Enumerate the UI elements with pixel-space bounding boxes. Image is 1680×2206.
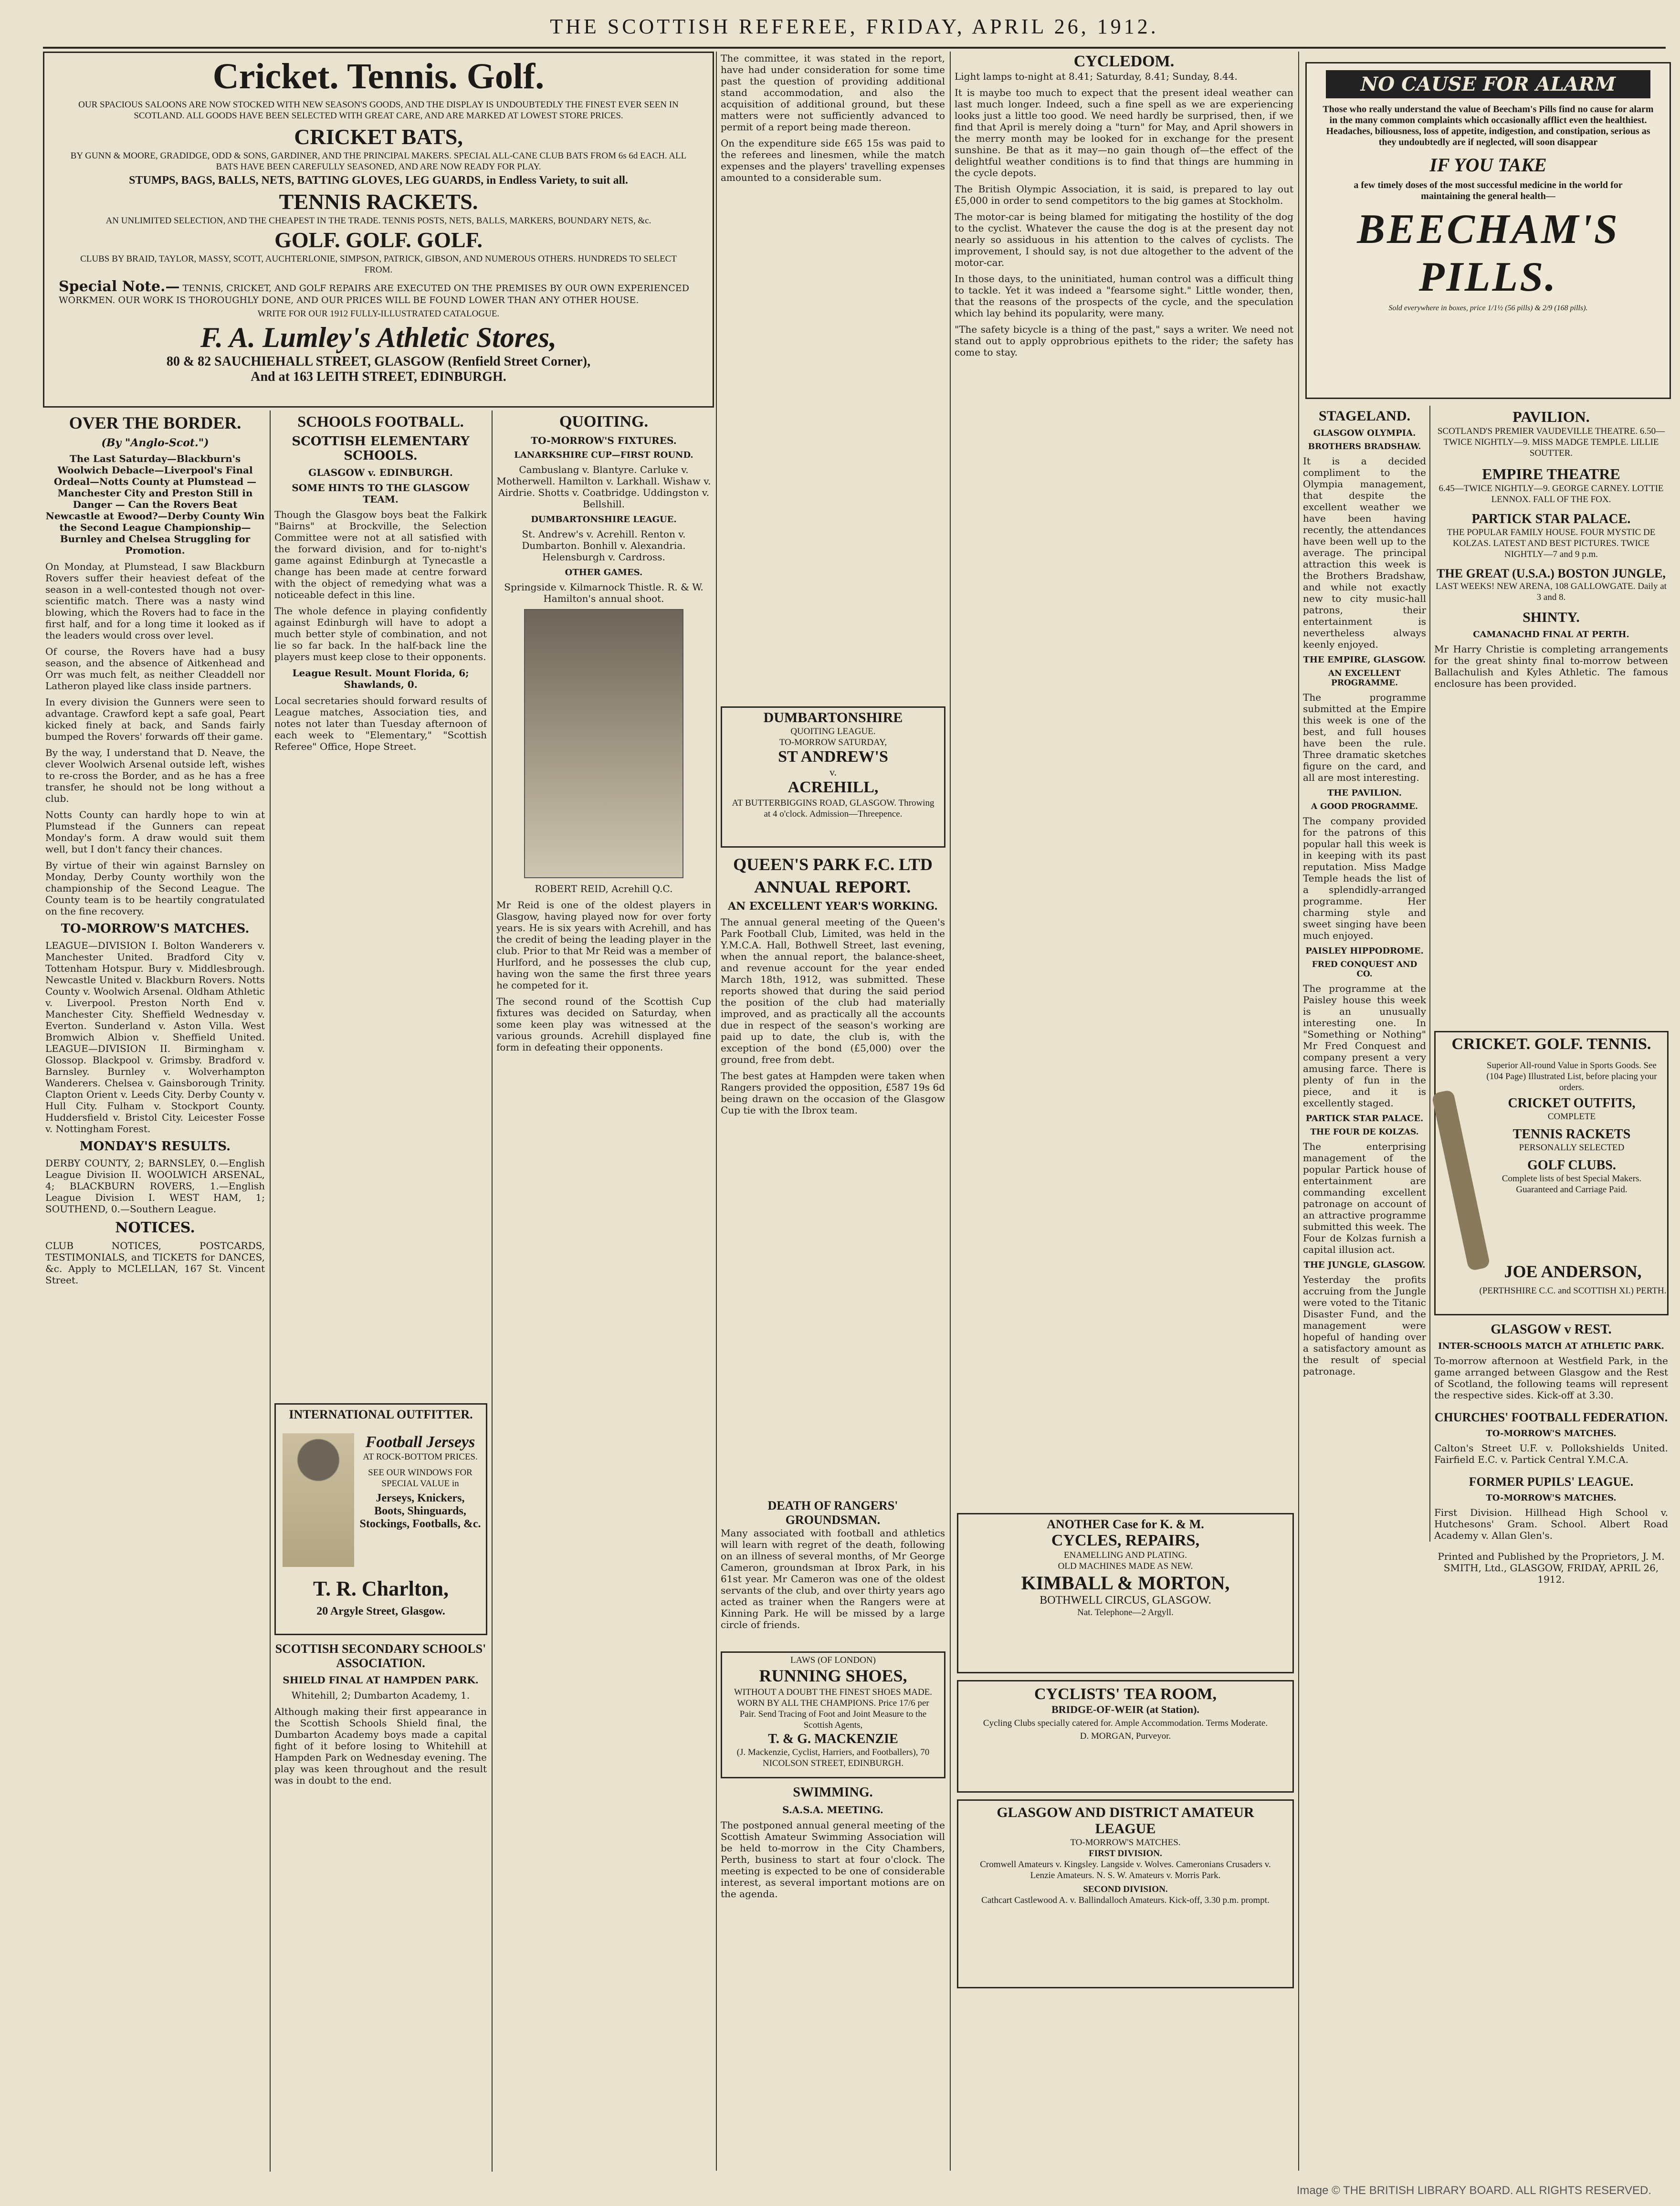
- bats-text: BY GUNN & MOORE, GRADIDGE, ODD & SONS, GARDINER, AND THE PRINCIPAL MAKERS. SPECIAL ALL-CANE CLUB BATS FROM 6s 6d EACH. ALL BATS HAVE BEEN CAREFULLY SEASONED, AND ARE NOW READY FOR PLAY.: [70, 151, 687, 172]
- rangers-groundsman-column: [721, 1499, 945, 1642]
- stageland-paragraph: The company provided for the patrons of this popular hall this week is in keeping with its past reputation. Miss Madge Temple heads the list of a splendidly-arranged programme. Her charming style and sweet singing have been much enjoyed.: [1303, 815, 1426, 941]
- swimming-column: [721, 1785, 945, 2167]
- golf-text: CLUBS BY BRAID, TAYLOR, MASSY, SCOTT, AUCHTERLONIE, SIMPSON, PATRICK, GIBSON, AND NUMEROUS OTHERS. HUNDREDS TO SELECT FROM.: [80, 254, 677, 275]
- kimball-enamel: ENAMELLING AND PLATING.: [1063, 1550, 1187, 1560]
- tea-room-title: CYCLISTS' TEA ROOM,: [1034, 1685, 1217, 1703]
- quoiting-paragraph: Mr Reid is one of the oldest players in Glasgow, having played now for over forty years. He is six years with Acrehill, and has the credit of being the leading player in the club. Prior to that Mr Reid was a member of Hurlford, and he possesses the club cup, having won the same the first three years he competed for it.: [496, 899, 711, 991]
- mackenzie-text: WITHOUT A DOUBT THE FINEST SHOES MADE. WORN BY ALL THE CHAMPIONS. Price 17/6 per Pair. Send Tracing of Foot and Joint Measure to the Scottish Agents,: [734, 1687, 933, 1730]
- churches-list: Calton's Street U.F. v. Pollokshields United. Fairfield E.C. v. Partick Central Y.M.C.A.: [1434, 1442, 1668, 1465]
- outfitter-title: INTERNATIONAL OUTFITTER.: [289, 1408, 473, 1421]
- schools-football-column: [274, 413, 487, 1396]
- stageland-paragraph: The enterprising management of the popular Partick house of entertainment are commanding excellent patronage on account of an attractive programme submitted this week. The Four de Kolzas furnish a capital illusion act.: [1303, 1141, 1426, 1255]
- versus: v.: [829, 766, 837, 778]
- results-heading: MONDAY'S RESULTS.: [79, 1139, 231, 1154]
- shinty-title: SHINTY.: [1522, 609, 1580, 625]
- matches-list: LEAGUE—DIVISION I. Bolton Wanderers v. Manchester United. Bradford City v. Tottenham Hotspur. Bury v. Middlesbrough. Newcastle United v. Blackburn Rovers. Notts County v. Woolwich Arsenal. Oldham Athletic v. Liverpool. Preston North End v. Manchester City. Sheffield Wednesday v. Everton. Sunderland v. Aston Villa. West Bromwich Albion v. Sheffield United. LEAGUE—DIVISION II. Birmingham v. Glossop. Blackpool v. Grimsby. Bradford v. Barnsley. Burnley v. Wolverhampton Wanderers. Chelsea v. Gainsborough Trinity. Clapton Orient v. Leeds City. Derby County v. Hull City. Fulham v. Stockport County. Huddersfield v. Bristol City. Leicester Fosse v. Nottingham Forest.: [45, 940, 265, 1135]
- queens-paragraph: The annual general meeting of the Queen's Park Football Club, Limited, was held in the Y.M.C.A. Hall, Bothwell Street, last evening, when the annual report, the balance-sheet, and revenue account for the year ended March 18th, 1912, was submitted. These reports showed that during the said period the position of the club had materially improved, and as practically all the accounts due in respect of the season's working are paid up to date, the club is, with the exception of the bond (£5,000) over the ground, free from debt.: [721, 916, 945, 1065]
- store-address-2: And at 163 LEITH STREET, EDINBURGH.: [251, 369, 506, 384]
- swimming-sub: S.A.S.A. MEETING.: [782, 1804, 883, 1816]
- anderson-name: JOE ANDERSON,: [1504, 1262, 1642, 1281]
- queens-park-column: [721, 854, 945, 1494]
- mackenzie-title: RUNNING SHOES,: [759, 1666, 907, 1685]
- queens-paragraph: On the expenditure side £65 15s was paid to the referees and linesmen, while the match expenses and the players' travelling expenses amounted to a considerable sum.: [721, 137, 945, 183]
- special-note-text: TENNIS, CRICKET, AND GOLF REPAIRS ARE EXECUTED ON THE PREMISES BY OUR OWN EXPERIENCED WORKMEN. OUR WORK IS THOROUGHLY DONE, AND OUR PRICES WILL BE FOUND LOWER THAN ANY OTHER HOUSE.: [59, 283, 689, 305]
- pavilion-sub: A GOOD PROGRAMME.: [1311, 802, 1418, 811]
- border-title: OVER THE BORDER.: [69, 413, 242, 432]
- former-pupils-title: FORMER PUPILS' LEAGUE.: [1469, 1475, 1634, 1489]
- rackets-heading: TENNIS RACKETS.: [279, 189, 478, 214]
- schools-paragraph: The whole defence in playing confidently against Edinburgh will have to adopt a much better style of combination, and not lie so far back. In the half-back line the players must keep close to their opponents.: [274, 605, 487, 662]
- stumps-text: STUMPS, BAGS, BALLS, NETS, BATTING GLOVES, LEG GUARDS, in Endless Variety, to suit all.: [129, 174, 628, 187]
- kimball-morton-advert: [957, 1513, 1294, 1673]
- quoiting-paragraph: The second round of the Scottish Cup fixtures was decided on Saturday, when some keen play was witnessed at the various grounds. Acrehill displayed fine form in defeating their opponents.: [496, 996, 711, 1053]
- dumbartonshire-sub: QUOITING LEAGUE.: [790, 726, 876, 736]
- stageland-paragraph: It is a decided compliment to the Olympia management, that despite the excellent weather we have been having recently, the attendances have been well up to the average. The principal attraction this week is the Brothers Bradshaw, and while not exactly new to city music-hall patrons, their entertainment is nevertheless always keenly enjoyed.: [1303, 455, 1426, 650]
- tea-room-advert: [957, 1680, 1294, 1793]
- tea-room-text: Cycling Clubs specially catered for. Ample Accommodation. Terms Moderate.: [983, 1718, 1268, 1728]
- outfitter-prices: AT ROCK-BOTTOM PRICES.: [363, 1452, 478, 1462]
- right-adverts-column: [1434, 408, 1668, 1024]
- cycledom-paragraph: The British Olympic Association, it is said, is prepared to lay out £5,000 in order to send competitors to the big games at Stockholm.: [955, 183, 1293, 206]
- cricket-bat-icon: [1431, 1089, 1491, 1271]
- secondary-shield: SHIELD FINAL AT HAMPDEN PARK.: [283, 1674, 479, 1686]
- pavilion-heading: THE PAVILION.: [1327, 788, 1402, 798]
- outfitter-see: SEE OUR WINDOWS FOR SPECIAL VALUE in: [368, 1468, 472, 1489]
- store-name: F. A. Lumley's Athletic Stores,: [200, 322, 557, 353]
- kimball-name: KIMBALL & MORTON,: [1021, 1572, 1230, 1594]
- schools-paragraph: Though the Glasgow boys beat the Falkirk "Bairns" at Brockville, the Selection Committee were not at all satisfied with the forward division, and for to-night's game against Edinburgh at Tynecastle a change has been made at centre forward with the object of remedying what was a noticeable defect in this line.: [274, 509, 487, 600]
- partick-heading: PARTICK STAR PALACE.: [1305, 1114, 1424, 1124]
- cycledom-title: CYCLEDOM.: [1073, 53, 1175, 70]
- beecham-advert: [1305, 62, 1671, 399]
- amateur-division-1: FIRST DIVISION.: [1089, 1849, 1162, 1859]
- outfitter-address: 20 Argyle Street, Glasgow.: [316, 1605, 445, 1618]
- outfitter-advert: [274, 1403, 487, 1635]
- queens-subtitle: ANNUAL REPORT.: [754, 878, 912, 896]
- tea-room-proprietor: D. MORGAN, Purveyor.: [1080, 1731, 1171, 1741]
- other-games-list: Springside v. Kilmarnock Thistle. R. & W. Hamilton's annual shoot.: [504, 581, 704, 604]
- quoiting-column: [496, 413, 711, 2169]
- border-paragraph: In every division the Gunners were seen to advantage. Crawford kept a safe goal, Peart kicked finely at back, and Sands fairly bumped the Rovers' forwards off their game.: [45, 696, 265, 742]
- robert-reid-portrait: [524, 609, 683, 878]
- boston-advert-text: LAST WEEKS! NEW ARENA, 108 GALLOWGATE. Daily at 3 and 8.: [1436, 581, 1667, 602]
- anderson-rackets: TENNIS RACKETS: [1512, 1127, 1631, 1142]
- matches-heading: TO-MORROW'S MATCHES.: [61, 922, 250, 936]
- jungle-heading: THE JUNGLE, GLASGOW.: [1303, 1260, 1426, 1270]
- rangers-paragraph: Many associated with football and athletics will learn with regret of the death, following on an illness of several months, of Mr George Cameron, groundsman at Ibrox Park, in his 61st year. Mr Cameron was one of the oldest servants of the club, and over thirty years ago acted as trainer when the Rangers were at Kinning Park. He will be missed by a large circle of friends.: [721, 1527, 945, 1630]
- anderson-outfits: CRICKET OUTFITS,: [1508, 1096, 1636, 1111]
- special-note-label: Special Note.—: [59, 278, 180, 295]
- bats-heading: CRICKET BATS,: [294, 125, 463, 149]
- queens-paragraph: The best gates at Hampden were taken when Rangers provided the opposition, £587 19s 6d being drawn on the occasion of the Glasgow Cup tie with the Ibrox team.: [721, 1070, 945, 1116]
- border-byline: (By "Anglo-Scot."): [101, 437, 209, 449]
- dumbartonshire-league: DUMBARTONSHIRE LEAGUE.: [531, 515, 677, 525]
- kimball-old: OLD MACHINES MADE AS NEW.: [1058, 1561, 1193, 1571]
- dumbartonshire-fixtures: St. Andrew's v. Acrehill. Renton v. Dumbarton. Bonhill v. Alexandria. Helensburgh v. Cardross.: [522, 528, 686, 563]
- special-note: [59, 278, 698, 305]
- lumley-intro: OUR SPACIOUS SALOONS ARE NOW STOCKED WITH NEW SEASON'S GOODS, AND THE DISPLAY IS UNDOUBTEDLY THE FINEST EVER SEEN IN SCOTLAND. ALL GOODS HAVE BEEN SELECTED WITH GREAT CARE, AND ARE MARKED AT LOWEST STORE PRICES.: [78, 100, 679, 121]
- column-rule: [950, 52, 951, 2171]
- dumbartonshire-title: DUMBARTONSHIRE: [763, 710, 903, 725]
- empire-advert-title: EMPIRE THEATRE: [1482, 465, 1620, 483]
- results-list: DERBY COUNTY, 2; BARNSLEY, 0.—English League Division II. WOOLWICH ARSENAL, 4; BLACKBURN ROVERS, 1.—English League Division I. WEST HAM, 1; SOUTHEND, 0.—Southern League.: [45, 1157, 265, 1215]
- anderson-title: CRICKET. GOLF. TENNIS.: [1451, 1035, 1651, 1053]
- partick-advert-title: PARTICK STAR PALACE.: [1471, 512, 1631, 526]
- anderson-golf: GOLF CLUBS.: [1527, 1158, 1616, 1173]
- other-games: OTHER GAMES.: [565, 567, 643, 578]
- schools-title: SCHOOLS FOOTBALL.: [297, 413, 464, 430]
- copyright-footer: Image © THE BRITISH LIBRARY BOARD. ALL RIGHTS RESERVED.: [1296, 2184, 1651, 2197]
- cycledom-lamps: Light lamps to-night at 8.41; Saturday, 8.41; Sunday, 8.44.: [955, 71, 1238, 82]
- stageland-paragraph: The programme submitted at the Empire this week is one of the best, and full houses have been the rule. Three dramatic sketches figure on the card, and all are most interesting.: [1303, 692, 1426, 783]
- centre-article-column: [721, 53, 945, 697]
- kimball-another: ANOTHER Case for K. & M.: [1047, 1517, 1204, 1531]
- quoiting-fixtures: TO-MORROW'S FIXTURES.: [531, 435, 677, 446]
- schools-league-result: League Result. Mount Florida, 6; Shawlands, 0.: [292, 667, 469, 690]
- churches-matches: TO-MORROW'S MATCHES.: [1486, 1429, 1617, 1439]
- beecham-intro: Those who really understand the value of Beecham's Pills find no cause for alarm in the many common complaints which occasionally afflict even the healthiest. Headaches, biliousness, loss of appetite, indigestion, and constipation, serious as they undoubtedly are if neglected, will soon disappear: [1323, 104, 1654, 147]
- schools-paragraph: Local secretaries should forward results of League matches, Association ties, and notes not later than Tuesday afternoon of each week to "Elementary," "Scottish Referee" Office, Hope Street.: [274, 695, 487, 752]
- if-you-take: IF YOU TAKE: [1429, 154, 1547, 176]
- secondary-paragraph: Although making their first appearance in the Scottish Schools Shield final, the Dumbarton Academy boys made a capital fight of it before losing to Whitehill at Hampden Park on Wednesday evening. The play was keen throughout and the result was in doubt to the end.: [274, 1706, 487, 1786]
- column-rule: [1298, 52, 1299, 2171]
- cycledom-paragraph: It is maybe too much to expect that the present ideal weather can last much longer. Indeed, such a fine spell as we are experiencing looks just a little too good. We need hardly be surprised, then, if we find that April is merely doing a "turn" for May, and April showers in the merry month may be looked for in exchange for the present sunshine. Be that as it may—no gain though of—the effect of the delightful weather conditions is to find that things are humming in the cycle depots.: [955, 87, 1293, 179]
- churches-title: CHURCHES' FOOTBALL FEDERATION.: [1434, 1410, 1668, 1424]
- cycledom-column: [955, 53, 1293, 1503]
- queens-title: QUEEN'S PARK F.C. LTD: [733, 855, 933, 874]
- beecham-name: BEECHAM'S PILLS.: [1357, 206, 1619, 300]
- column-rule: [492, 410, 493, 2172]
- paisley-heading: PAISLEY HIPPODROME.: [1305, 946, 1424, 956]
- empire-sub: AN EXCELLENT PROGRAMME.: [1328, 669, 1401, 688]
- empire-heading: THE EMPIRE, GLASGOW.: [1303, 655, 1426, 665]
- anderson-made: PERSONALLY SELECTED: [1519, 1143, 1625, 1153]
- masthead-rule: [43, 47, 1666, 49]
- anderson-complete: COMPLETE: [1547, 1112, 1596, 1122]
- former-pupils-list: First Division. Hillhead High School v. Hutchesons' Gram. School. Albert Road Academy v. Allan Glen's.: [1434, 1507, 1668, 1541]
- no-cause-banner: NO CAUSE FOR ALARM: [1326, 70, 1650, 98]
- former-pupils-matches: TO-MORROW'S MATCHES.: [1486, 1493, 1617, 1503]
- empire-advert-text: 6.45—TWICE NIGHTLY—9. GEORGE CARNEY. LOTTIE LENNOX. FALL OF THE FOX.: [1438, 483, 1664, 504]
- team-acrehill: ACREHILL,: [788, 778, 879, 796]
- mackenzie-laws: LAWS (OF LONDON): [790, 1655, 876, 1665]
- lumley-advert: [43, 52, 714, 408]
- stageland-title: STAGELAND.: [1319, 408, 1410, 424]
- portrait-caption: ROBERT REID, Acrehill Q.C.: [535, 883, 673, 894]
- outfitter-jerseys: Football Jerseys: [365, 1433, 475, 1451]
- amateur-title: GLASGOW AND DISTRICT AMATEUR LEAGUE: [997, 1805, 1254, 1837]
- secondary-schools-column: [274, 1642, 487, 2167]
- border-paragraph: By virtue of their win against Barnsley on Monday, Derby County worthily won the championship of the Second League. The County team is to be heartily congratulated on the fine recovery.: [45, 860, 265, 917]
- schools-hints: SOME HINTS TO THE GLASGOW TEAM.: [292, 482, 470, 505]
- partick-advert-text: THE POPULAR FAMILY HOUSE. FOUR MYSTIC DE KOLZAS. LATEST AND BEST PICTURES. TWICE NIGHTLY—7 and 9 p.m.: [1447, 527, 1656, 559]
- rackets-text: AN UNLIMITED SELECTION, AND THE CHEAPEST IN THE TRADE. TENNIS POSTS, NETS, BALLS, MARKERS, BOUNDARY NETS, &c.: [105, 216, 651, 226]
- outfitter-name: T. R. Charlton,: [313, 1577, 449, 1600]
- quoiting-title: QUOITING.: [559, 413, 649, 431]
- boston-advert-title: THE GREAT (U.S.A.) BOSTON JUNGLE,: [1437, 567, 1666, 580]
- swimming-title: SWIMMING.: [793, 1785, 873, 1800]
- team-st-andrews: ST ANDREW'S: [778, 748, 888, 766]
- mackenzie-address: (J. Mackenzie, Cyclist, Harriers, and Footballers), 70 NICOLSON STREET, EDINBURGH.: [736, 1747, 930, 1768]
- schools-subtitle: SCOTTISH ELEMENTARY SCHOOLS.: [292, 434, 470, 463]
- lanarkshire-fixtures: Cambuslang v. Blantyre. Carluke v. Motherwell. Hamilton v. Larkhall. Wishaw v. Airdrie. Shotts v. Coatbridge. Uddingston v. Bellshill.: [496, 464, 711, 510]
- anderson-address: (PERTHSHIRE C.C. and SCOTTISH XI.) PERTH.: [1479, 1286, 1667, 1296]
- border-paragraph: By the way, I understand that D. Neave, the clever Woolwich Arsenal outside left, wishes to re-cross the Border, and as he has a free transfer, he should not be long without a club.: [45, 747, 265, 804]
- dumbartonshire-advert: [721, 706, 945, 848]
- beecham-doses: a few timely doses of the most successful medicine in the world for maintaining the general health—: [1354, 180, 1623, 201]
- stageland-paragraph: Yesterday the profits accruing from the Jungle were voted to the Titanic Disaster Fund, and the management were hopeful of handing over a satisfactory amount as the result of special patronage.: [1303, 1274, 1426, 1377]
- olympia-heading: GLASGOW OLYMPIA.: [1313, 428, 1416, 438]
- kimball-telephone: Nat. Telephone—2 Argyll.: [1077, 1607, 1174, 1618]
- border-paragraph: Notts County can hardly hope to win at Plumstead if the Gunners can repeat Monday's form. A draw would suit them well, but I don't fancy their chances.: [45, 809, 265, 855]
- anderson-advert: [1434, 1031, 1669, 1315]
- store-address-1: 80 & 82 SAUCHIEHALL STREET, GLASGOW (Renfield Street Corner),: [166, 354, 591, 369]
- border-summary: The Last Saturday—Blackburn's Woolwich Debacle—Liverpool's Final Ordeal—Notts County at Plumstead —Manchester City and Preston Still in Danger — Can the Rovers Beat Newcastle at Ewood?—Derby County Win the Second League Championship—Burnley and Chelsea Struggling for Promotion.: [45, 453, 265, 556]
- border-paragraph: On Monday, at Plumstead, I saw Blackburn Rovers suffer their heaviest defeat of the season in a well-contested though not over-scientific match. There was a nasty wind blowing, which the Rovers had to face in the first half, and for a long time it looked as if the leaders would cross over level.: [45, 561, 265, 641]
- queens-paragraph: The committee, it was stated in the report, have had under consideration for some time past the question of providing additional stand accommodation, and also the acquisition of additional ground, but these matters were not sufficiently advanced to permit of a report being made thereon.: [721, 53, 945, 133]
- rangers-title: DEATH OF RANGERS' GROUNDSMAN.: [767, 1499, 898, 1527]
- swimming-paragraph: The postponed annual general meeting of the Scottish Amateur Swimming Association will be held to-morrow in the City Chambers, Perth, business to start at four o'clock. The meeting is expected to be one of considerable interest, as several important motions are on the agenda.: [721, 1819, 945, 1900]
- printer-imprint: Printed and Published by the Proprietors, J. M. SMITH, Ltd., GLASGOW, FRIDAY, APRIL 26, 1912.: [1438, 1551, 1665, 1585]
- anderson-golf-text: Complete lists of best Special Makers. Guaranteed and Carriage Paid.: [1502, 1174, 1642, 1195]
- schools-match: GLASGOW v. EDINBURGH.: [308, 467, 453, 478]
- glasgow-rest-paragraph: To-morrow afternoon at Westfield Park, in the game arranged between Glasgow and the Rest of Scotland, the following teams will represent the respective sides. Kick-off at 3.30.: [1434, 1355, 1668, 1401]
- tea-room-address: BRIDGE-OF-WEIR (at Station).: [1051, 1703, 1199, 1715]
- notices-heading: NOTICES.: [115, 1219, 195, 1236]
- kimball-address: BOTHWELL CIRCUS, GLASGOW.: [1040, 1594, 1211, 1607]
- amateur-division-2-list: Cathcart Castlewood A. v. Ballindalloch Amateurs. Kick-off, 3.30 p.m. prompt.: [981, 1895, 1270, 1905]
- olympia-sub: BROTHERS BRADSHAW.: [1308, 442, 1421, 452]
- shinty-sub: CAMANACHD FINAL AT PERTH.: [1473, 630, 1629, 640]
- catalogue-text: WRITE FOR OUR 1912 FULLY-ILLUSTRATED CATALOGUE.: [257, 309, 500, 319]
- glasgow-rest-sub: INTER-SCHOOLS MATCH AT ATHLETIC PARK.: [1438, 1341, 1664, 1351]
- dumbartonshire-venue: AT BUTTERBIGGINS ROAD, GLASGOW. Throwing at 4 o'clock. Admission—Threepence.: [732, 798, 934, 819]
- golf-heading: GOLF. GOLF. GOLF.: [274, 228, 483, 252]
- queens-kicker: AN EXCELLENT YEAR'S WORKING.: [728, 900, 938, 913]
- secondary-title: SCOTTISH SECONDARY SCHOOLS' ASSOCIATION.: [275, 1642, 486, 1670]
- stageland-column: [1303, 408, 1426, 2169]
- pavilion-advert-title: PAVILION.: [1512, 408, 1590, 425]
- column-rule: [716, 52, 717, 2171]
- footballer-figure-icon: [283, 1433, 354, 1567]
- amateur-matches: TO-MORROW'S MATCHES.: [1070, 1838, 1181, 1848]
- paisley-sub: FRED CONQUEST AND CO.: [1312, 960, 1418, 979]
- shinty-paragraph: Mr Harry Christie is completing arrangements for the great shinty final to-morrow between Ballachulish and Kyles Athletic. The famous enclosure has been provided.: [1434, 643, 1668, 689]
- dumbartonshire-date: TO-MORROW SATURDAY,: [779, 737, 887, 747]
- notices-text: CLUB NOTICES, POSTCARDS, TESTIMONIALS, and TICKETS for DANCES, &c. Apply to MCLELLAN, 167 St. Vincent Street.: [45, 1240, 265, 1286]
- outfitter-items: Jerseys, Knickers, Boots, Shinguards, Stockings, Footballs, &c.: [359, 1492, 481, 1530]
- beecham-sold: Sold everywhere in boxes, price 1/1½ (56 pills) & 2/9 (168 pills).: [1388, 304, 1588, 312]
- masthead: THE SCOTTISH REFEREE, FRIDAY, APRIL 26, 1912.: [550, 15, 1159, 38]
- mackenzie-advert: [721, 1651, 945, 1778]
- mackenzie-name: T. & G. MACKENZIE: [768, 1732, 898, 1746]
- column-rule: [1429, 406, 1430, 1542]
- anderson-superior: Superior All-round Value in Sports Goods. See (104 Page) Illustrated List, before placing your orders.: [1486, 1061, 1657, 1092]
- cycledom-paragraph: The motor-car is being blamed for mitigating the hostility of the dog to the cyclist. Whatever the cause the dog is at the present day not nearly so assiduous in his attention to the calves of cyclists. The improvement, I should say, is not due altogether to the advent of the motor-car.: [955, 211, 1293, 268]
- stageland-paragraph: The programme at the Paisley house this week is an unusually interesting one. In "Something or Nothing" Mr Fred Conquest and company present a very amusing farce. There is plenty of fun in the piece, and it is excellently staged.: [1303, 983, 1426, 1109]
- lumley-title: Cricket. Tennis. Golf.: [212, 56, 545, 96]
- glasgow-rest-title: GLASGOW v REST.: [1491, 1322, 1612, 1337]
- secondary-result: Whitehill, 2; Dumbarton Academy, 1.: [291, 1690, 470, 1701]
- column-rule: [270, 410, 271, 2172]
- partick-sub: THE FOUR DE KOLZAS.: [1310, 1127, 1419, 1137]
- amateur-league-advert: [957, 1799, 1294, 1988]
- amateur-division-2: SECOND DIVISION.: [1083, 1884, 1168, 1894]
- pavilion-advert-text: SCOTLAND'S PREMIER VAUDEVILLE THEATRE. 6.50—TWICE NIGHTLY—9. MISS MADGE TEMPLE. LILLIE SOUTTER.: [1437, 426, 1665, 458]
- over-the-border-column: [45, 413, 265, 2169]
- cycledom-paragraph: "The safety bicycle is a thing of the past," says a writer. We need not stand out to apply opprobrious epithets to the rider; the safety has come to stay.: [955, 324, 1293, 358]
- lanarkshire-cup: LANARKSHIRE CUP—FIRST ROUND.: [514, 450, 693, 460]
- right-news-column: [1434, 1322, 1668, 2167]
- amateur-division-1-list: Cromwell Amateurs v. Kingsley. Langside v. Wolves. Cameronians Crusaders v. Lenzie Amateurs. N. S. W. Amateurs v. Morris Park.: [980, 1859, 1271, 1880]
- border-paragraph: Of course, the Rovers have had a busy season, and the absence of Aitkenhead and Orr was much felt, as neither Cleaddell nor Latheron played like class inside partners.: [45, 646, 265, 692]
- cycledom-paragraph: In those days, to the uninitiated, human control was a difficult thing to tackle. Yet it was indeed a "fearsome sight." Little wonder, then, that the reasons of the prospects of the cycle, and the speculation which lay behind its popularity, were many.: [955, 273, 1293, 319]
- kimball-cycles: CYCLES, REPAIRS,: [1051, 1532, 1200, 1549]
